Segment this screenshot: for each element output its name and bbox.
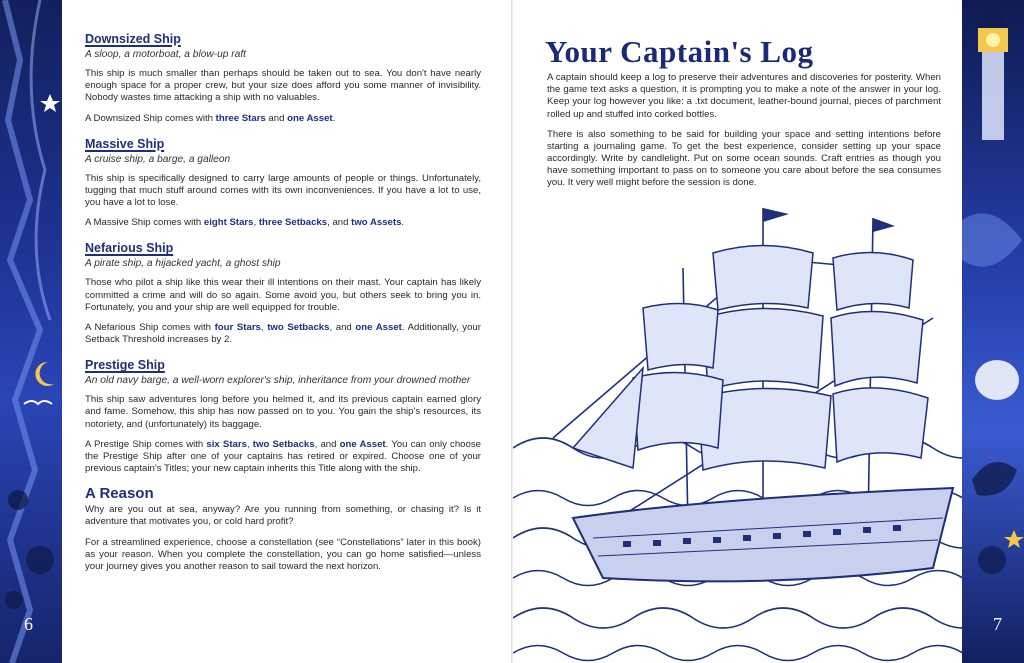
- ship-illustration: [513, 198, 962, 663]
- section-subtitle: A pirate ship, a hijacked yacht, a ghost ship: [85, 258, 281, 270]
- bird-icon: [24, 401, 52, 404]
- section-title: Prestige Ship: [85, 358, 165, 373]
- section-subtitle: A cruise ship, a barge, a galleon: [85, 153, 231, 165]
- ship-section: [85, 239, 481, 346]
- moon-icon: [35, 362, 54, 386]
- right-decorative-band: [962, 0, 1024, 663]
- star-icon: [40, 94, 60, 112]
- section-body: This ship saw adventures long before you helmed it, and its previous captain earned glory and fame. Somehow, this ship has now passed on to you. You gain the ship's resources, its notoriety, and (unfortunately) its baggage.: [85, 394, 481, 430]
- ship-section: [85, 356, 481, 475]
- section-body: This ship is specifically designed to carry large amounts of people or things. Unfortunately, tugging that much stuff around comes with its own inconveniences. If you have a lot to use, you have a lot to lose.: [85, 172, 481, 209]
- reason-paragraph: Why are you out at sea, anyway? Are you running from something, or chasing it? Is it adventure that motivates you, or cold hard profit?: [85, 504, 481, 528]
- section-stats: A Nefarious Ship comes with four Stars, two Setbacks, and one Asset. Additionally, your Setback Threshold increases by 2.: [85, 321, 481, 346]
- section-title: Downsized Ship: [85, 32, 181, 46]
- page-title: Your Captain's Log: [545, 34, 814, 69]
- section-subtitle: An old navy barge, a well-worn explorer's ship, inheritance from your drowned mother: [85, 375, 471, 387]
- right-page-text: [547, 72, 941, 198]
- left-decorative-band: [0, 0, 62, 663]
- section-title: Nefarious Ship: [85, 241, 174, 256]
- ship-section: [85, 30, 481, 125]
- lighthouse-icon: [976, 8, 1010, 140]
- reason-heading: A Reason: [85, 485, 154, 503]
- section-body: This ship is much smaller than perhaps should be taken out to sea. You don't have nearly enough space for a proper crew, but your size does afford you some manner of invisibility. Nobody wastes time attacking a ship with no valuables.: [85, 68, 481, 104]
- page-number: 6: [24, 614, 33, 634]
- section-title: Massive Ship: [85, 136, 165, 151]
- log-paragraph: There is also something to be said for building your space and setting intentions before starting a journaling game. To get the best experience, consider setting up your space accordingly. Write by candlelight. Put on some ocean sounds. Craft entries as though you have something important to pass on to someone you care about before the sea consumes you. It very well might before the session is done.: [547, 128, 941, 189]
- section-subtitle: A sloop, a motorboat, a blow-up raft: [85, 49, 247, 60]
- log-paragraph: A captain should keep a log to preserve their adventures and discoveries for posterity. When the game text asks a question, it is prompting you to make a note of the answer in your log. Keep your log however you like: a .txt document, leather-bound journal, pieces of parchment rolled up and stuffed into corked bottles.: [547, 72, 941, 120]
- left-page: [85, 30, 481, 573]
- reason-section: [85, 485, 481, 573]
- section-stats: A Prestige Ship comes with six Stars, two Setbacks, and one Asset. You can only choose the Prestige Ship after one of your captains has retired or expired. Choose one of your previous captain's Titles; your new captain inherits this Title along with the ship.: [85, 438, 481, 475]
- ship-section: [85, 135, 481, 230]
- reason-paragraph: For a streamlined experience, choose a constellation (see “Constellations” later in this book) as your reason. When you complete the constellation, you can go home satisfied—unless your journey gives you another reason to sail toward the next horizon.: [85, 536, 481, 572]
- section-body: Those who pilot a ship like this wear their ill intentions on their mast. Your captain has likely committed a crime and will do so again. Some avoid you, but others seek to bring you in. Fortunately, you and your ship are well equipped for trouble.: [85, 277, 481, 313]
- section-stats: A Massive Ship comes with eight Stars, three Setbacks, and two Assets.: [85, 217, 405, 229]
- page-number: 7: [993, 614, 1002, 634]
- section-stats: A Downsized Ship comes with three Stars and one Asset.: [85, 112, 336, 124]
